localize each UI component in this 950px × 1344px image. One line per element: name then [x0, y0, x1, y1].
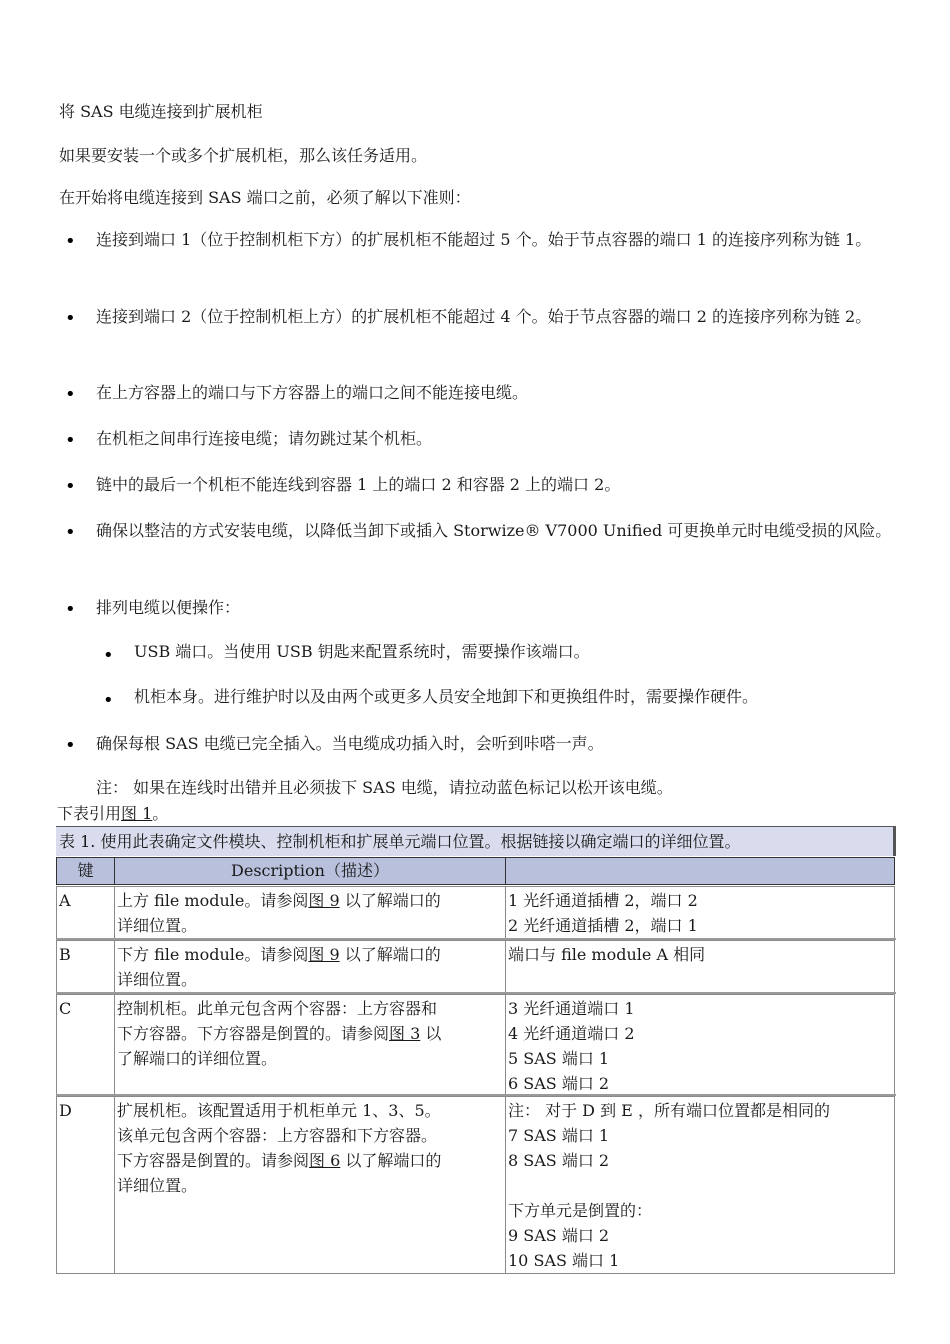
key-label: D: [59, 1101, 72, 1120]
port-line: 1 光纤通道插槽 2，端口 2: [508, 891, 698, 910]
desc-text: 详细位置。: [117, 970, 198, 989]
bullet-item: • 链中的最后一个机柜不能连线到容器 1 上的端口 2 和容器 2 上的端口 2。: [96, 469, 896, 500]
table-row-description: [114, 886, 506, 939]
desc-text: 以了解端口的: [340, 1151, 442, 1170]
desc-text: 以: [420, 1024, 442, 1043]
desc-text: 详细位置。: [117, 1176, 198, 1195]
key-label: B: [59, 945, 71, 964]
desc-text: 下方 file module。请参阅: [117, 945, 309, 964]
table-caption: 表 1. 使用此表确定文件模块、控制机柜和扩展单元端口位置。根据链接以确定端口的详细位置。: [56, 826, 894, 856]
port-line: 9 SAS 端口 2: [508, 1226, 610, 1245]
table-ref-suffix: 。: [152, 804, 169, 823]
port-line: 端口与 file module A 相同: [508, 945, 706, 964]
header-ports: [505, 857, 895, 885]
figure-link[interactable]: 图 3: [389, 1024, 421, 1043]
key-label: A: [59, 891, 71, 910]
desc-text: 了解端口的详细位置。: [117, 1049, 278, 1068]
header-description: Description（描述）: [114, 857, 506, 885]
desc-text: 下方容器。下方容器是倒置的。请参阅: [117, 1024, 390, 1043]
figure-link[interactable]: 图 6: [309, 1151, 341, 1170]
intro-paragraph-1: 如果要安装一个或多个扩展机柜，那么该任务适用。: [59, 146, 428, 165]
desc-text: 该单元包含两个容器：上方容器和下方容器。: [117, 1126, 438, 1145]
table-row-key: [56, 994, 115, 1095]
desc-text: 下方容器是倒置的。请参阅: [117, 1151, 310, 1170]
figure-link[interactable]: 图 9: [308, 891, 340, 910]
port-line: 10 SAS 端口 1: [508, 1251, 620, 1270]
bullet-item: • 确保以整洁的方式安装电缆，以降低当卸下或插入 Storwize® V7000 Unified 可更换单元时电缆受损的风险。: [96, 515, 896, 546]
port-line: 2 光纤通道插槽 2，端口 1: [508, 916, 698, 935]
desc-text: 上方 file module。请参阅: [117, 891, 309, 910]
figure-link[interactable]: 图 1: [121, 804, 153, 823]
bullet-item: • 在机柜之间串行连接电缆；请勿跳过某个机柜。: [96, 423, 896, 454]
table-reference: [57, 803, 168, 825]
table-row-key: [56, 1096, 115, 1274]
port-line: [508, 1173, 894, 1198]
bullet-item: • 连接到端口 2（位于控制机柜上方）的扩展机柜不能超过 4 个。始于节点容器的端口 2 的连接序列称为链 2。: [96, 301, 896, 332]
table-row-ports: [505, 994, 895, 1095]
bullet-item: • 连接到端口 1（位于控制机柜下方）的扩展机柜不能超过 5 个。始于节点容器的端口 1 的连接序列称为链 1。: [96, 224, 896, 255]
desc-text: 以了解端口的: [339, 891, 441, 910]
port-line: 6 SAS 端口 2: [508, 1074, 610, 1093]
figure-link[interactable]: 图 9: [308, 945, 340, 964]
port-line: 8 SAS 端口 2: [508, 1151, 610, 1170]
bullet-item: • 确保每根 SAS 电缆已完全插入。当电缆成功插入时，会听到咔嗒一声。: [96, 728, 896, 759]
table-row-key: [56, 940, 115, 993]
section-title: 将 SAS 电缆连接到扩展机柜: [59, 102, 263, 121]
bullet-item: • 在上方容器上的端口与下方容器上的端口之间不能连接电缆。: [96, 377, 896, 408]
table-row-description: [114, 940, 506, 993]
port-line: 5 SAS 端口 1: [508, 1049, 610, 1068]
table-row-ports: [505, 1096, 895, 1274]
key-label: C: [59, 999, 72, 1018]
bullet-item: • 排列电缆以便操作：: [96, 592, 896, 623]
table-row-description: [114, 1096, 506, 1274]
port-line: 7 SAS 端口 1: [508, 1126, 610, 1145]
sub-bullet-item: • USB 端口。当使用 USB 钥匙来配置系统时，需要操作该端口。: [134, 641, 590, 663]
table-row-ports: [505, 940, 895, 993]
port-line: 3 光纤通道端口 1: [508, 999, 635, 1018]
table-row-key: [56, 886, 115, 939]
port-line: 下方单元是倒置的：: [508, 1201, 653, 1220]
sub-bullet-item: • 机柜本身。进行维护时以及由两个或更多人员安全地卸下和更换组件时，需要操作硬件。: [134, 686, 758, 708]
table-ref-prefix: 下表引用: [57, 804, 122, 823]
note-text: 注： 如果在连线时出错并且必须拔下 SAS 电缆，请拉动蓝色标记以松开该电缆。: [96, 778, 673, 797]
port-line: 注： 对于 D 到 E ，所有端口位置都是相同的: [508, 1101, 830, 1120]
desc-text: 详细位置。: [117, 916, 198, 935]
desc-text: 扩展机柜。该配置适用于机柜单元 1、3、5。: [117, 1101, 441, 1120]
table-row-ports: [505, 886, 895, 939]
table-row-description: [114, 994, 506, 1095]
caption-border: [893, 826, 896, 856]
port-line: 4 光纤通道端口 2: [508, 1024, 635, 1043]
intro-paragraph-2: 在开始将电缆连接到 SAS 端口之前，必须了解以下准则：: [59, 188, 471, 207]
desc-text: 以了解端口的: [339, 945, 441, 964]
desc-text: 控制机柜。此单元包含两个容器：上方容器和: [117, 999, 438, 1018]
header-key: 键: [56, 857, 115, 885]
